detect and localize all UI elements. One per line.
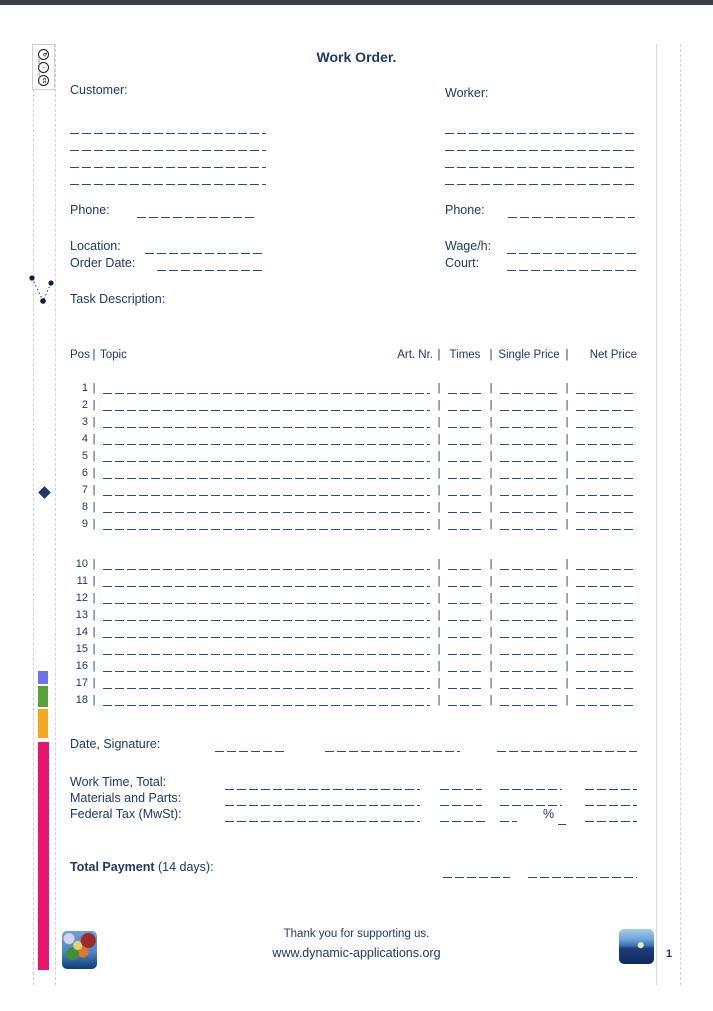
- column-separator: |: [489, 626, 493, 638]
- topic-blank: [103, 467, 430, 479]
- topic-blank: [103, 558, 430, 570]
- court-label: Court:: [445, 256, 480, 270]
- header-times: Times: [449, 349, 481, 361]
- column-separator: |: [437, 416, 441, 428]
- total-payment-blank-2: [528, 866, 637, 878]
- color-bar-green: [38, 686, 48, 707]
- column-separator: |: [437, 382, 441, 394]
- times-blank: [448, 518, 482, 530]
- federal-tax-label: Federal Tax (MwSt):: [70, 807, 182, 821]
- column-separator: |: [437, 575, 441, 587]
- column-separator: |: [565, 643, 569, 655]
- column-separator: |: [489, 484, 493, 496]
- topic-blank: [103, 592, 430, 604]
- customer-blank-line: [70, 139, 266, 151]
- single-price-blank: [500, 626, 558, 638]
- single-price-blank: [500, 399, 558, 411]
- column-separator: |: [489, 450, 493, 462]
- column-separator: |: [437, 433, 441, 445]
- column-separator: |: [489, 518, 493, 530]
- right-page-edge: [656, 44, 657, 985]
- total-payment-strong: Total Payment: [70, 860, 155, 874]
- order-date-label: Order Date:: [70, 256, 136, 270]
- times-blank: [448, 677, 482, 689]
- table-row: [70, 479, 637, 496]
- column-separator: |: [489, 467, 493, 479]
- single-price-blank: [500, 660, 558, 672]
- column-separator: |: [489, 382, 493, 394]
- header-topic: Topic: [100, 349, 127, 361]
- date-blank: [215, 740, 285, 752]
- column-separator: |: [489, 694, 493, 706]
- wage-label: Wage/h:: [445, 239, 492, 253]
- table-row: [70, 621, 637, 638]
- column-separator: |: [565, 484, 569, 496]
- single-price-blank: [500, 501, 558, 513]
- single-price-blank: [500, 416, 558, 428]
- table-row: [70, 377, 637, 394]
- single-price-blank: [500, 433, 558, 445]
- row-number: 12: [75, 592, 88, 604]
- column-separator: |: [489, 558, 493, 570]
- column-separator: |: [489, 575, 493, 587]
- customer-blank-line: [70, 156, 266, 168]
- table-rows-1-9: [70, 377, 637, 530]
- header-net-price: Net Price: [589, 349, 637, 361]
- single-price-blank: [500, 609, 558, 621]
- left-margin-guide-inner: [55, 44, 56, 985]
- work-time-label: Work Time, Total:: [70, 775, 167, 789]
- topic-blank: [103, 694, 430, 706]
- topic-blank: [103, 382, 430, 394]
- column-separator: |: [437, 484, 441, 496]
- single-price-blank: [500, 484, 558, 496]
- worker-blank-line: [445, 122, 637, 134]
- times-blank: [448, 558, 482, 570]
- table-row: [70, 411, 637, 428]
- column-separator: |: [437, 467, 441, 479]
- column-separator: |: [92, 592, 96, 604]
- cc-logo-icon: cc: [38, 75, 49, 86]
- cc-by-icon: ↓: [38, 62, 49, 73]
- worker-label: Worker:: [445, 86, 489, 100]
- table-row: [70, 689, 637, 706]
- column-separator: |: [92, 382, 96, 394]
- header-art-nr: Art. Nr.: [397, 349, 433, 361]
- table-rows-10-18: [70, 553, 637, 706]
- net-price-blank: [576, 382, 634, 394]
- row-number: 18: [75, 694, 88, 706]
- column-separator: |: [437, 660, 441, 672]
- net-price-blank: [576, 575, 634, 587]
- row-number: 2: [81, 399, 88, 411]
- column-separator: |: [92, 660, 96, 672]
- net-price-blank: [576, 433, 634, 445]
- column-separator: |: [565, 592, 569, 604]
- row-number: 5: [81, 450, 88, 462]
- dotted-nodes-graphic: [27, 272, 57, 310]
- ocean-image: [619, 929, 654, 964]
- court-blank: [507, 259, 637, 271]
- column-separator: |: [437, 609, 441, 621]
- column-separator: |: [92, 399, 96, 411]
- table-header: [70, 344, 637, 361]
- materials-net-blank: [585, 794, 637, 806]
- row-number: 6: [81, 467, 88, 479]
- column-separator: |: [565, 433, 569, 445]
- materials-price-blank: [500, 794, 562, 806]
- times-blank: [448, 660, 482, 672]
- wage-blank: [507, 242, 637, 254]
- table-row: [70, 445, 637, 462]
- row-number: 8: [81, 501, 88, 513]
- column-separator: |: [489, 592, 493, 604]
- topic-blank: [103, 433, 430, 445]
- column-separator: |: [565, 558, 569, 570]
- single-price-blank: [500, 643, 558, 655]
- color-bar-orange: [38, 709, 48, 738]
- table-row: [70, 672, 637, 689]
- signature-blank: [325, 740, 460, 752]
- table-row: [70, 604, 637, 621]
- single-price-blank: [500, 467, 558, 479]
- column-separator: |: [565, 501, 569, 513]
- net-price-blank: [576, 467, 634, 479]
- net-price-blank: [576, 660, 634, 672]
- cc-sa-icon: ↻: [38, 49, 49, 60]
- column-separator: |: [437, 450, 441, 462]
- net-price-blank: [576, 677, 634, 689]
- single-price-blank: [500, 694, 558, 706]
- footer-thanks: Thank you for supporting us.: [283, 928, 430, 940]
- color-bar-blue: [38, 671, 48, 684]
- work-time-price-blank: [500, 778, 562, 790]
- column-separator: |: [92, 626, 96, 638]
- topic-blank: [103, 501, 430, 513]
- column-separator: |: [565, 382, 569, 394]
- page-title: Work Order.: [316, 49, 397, 65]
- net-price-blank: [576, 558, 634, 570]
- single-price-blank: [500, 518, 558, 530]
- net-price-blank: [576, 484, 634, 496]
- times-blank: [448, 643, 482, 655]
- column-separator: |: [489, 660, 493, 672]
- topic-blank: [103, 575, 430, 587]
- column-separator: |: [437, 694, 441, 706]
- times-blank: [448, 484, 482, 496]
- column-separator: |: [565, 450, 569, 462]
- materials-desc-blank: [225, 794, 420, 806]
- column-separator: |: [437, 501, 441, 513]
- row-number: 10: [75, 558, 88, 570]
- column-separator: |: [92, 558, 96, 570]
- row-number: 11: [76, 575, 88, 587]
- column-separator: |: [92, 501, 96, 513]
- customer-label: Customer:: [70, 83, 128, 97]
- column-separator: |: [437, 558, 441, 570]
- net-price-blank: [576, 643, 634, 655]
- column-separator: |: [565, 694, 569, 706]
- column-separator: |: [565, 609, 569, 621]
- table-row: [70, 394, 637, 411]
- column-separator: |: [489, 416, 493, 428]
- net-price-blank: [576, 626, 634, 638]
- right-margin-guide: [680, 44, 681, 985]
- column-separator: |: [437, 399, 441, 411]
- topic-blank: [103, 609, 430, 621]
- row-number: 13: [75, 609, 88, 621]
- net-price-blank: [576, 518, 634, 530]
- column-separator: |: [92, 575, 96, 587]
- times-blank: [448, 609, 482, 621]
- single-price-blank: [500, 558, 558, 570]
- customer-phone-label: Phone:: [70, 203, 110, 217]
- column-separator: |: [565, 575, 569, 587]
- times-blank: [448, 626, 482, 638]
- column-separator: |: [437, 677, 441, 689]
- column-separator: |: [92, 450, 96, 462]
- federal-tax-net-blank: [585, 810, 637, 822]
- diamond-marker: [38, 486, 51, 499]
- materials-label: Materials and Parts:: [70, 791, 182, 805]
- column-separator: |: [92, 433, 96, 445]
- header-single-price: Single Price: [498, 349, 560, 361]
- net-price-blank: [576, 592, 634, 604]
- net-price-blank: [576, 399, 634, 411]
- column-separator: |: [92, 609, 96, 621]
- location-blank: [145, 242, 263, 254]
- column-separator: |: [92, 677, 96, 689]
- table-row: [70, 428, 637, 445]
- table-row: [70, 513, 637, 530]
- net-price-blank: [576, 694, 634, 706]
- table-row: [70, 638, 637, 655]
- column-separator: |: [489, 643, 493, 655]
- net-price-blank: [576, 501, 634, 513]
- row-number: 7: [81, 484, 88, 496]
- times-blank: [448, 433, 482, 445]
- table-row: [70, 587, 637, 604]
- column-separator: |: [565, 626, 569, 638]
- table-row: [70, 655, 637, 672]
- date-signature-label: Date, Signature:: [70, 737, 161, 751]
- worker-blank-line: [445, 139, 637, 151]
- single-price-blank: [500, 677, 558, 689]
- left-margin-guide: [33, 44, 34, 985]
- topic-blank: [103, 450, 430, 462]
- federal-tax-times-blank: [440, 810, 485, 822]
- column-separator: |: [437, 518, 441, 530]
- net-price-blank: [576, 416, 634, 428]
- times-blank: [448, 467, 482, 479]
- row-number: 3: [81, 416, 88, 428]
- column-separator: |: [92, 484, 96, 496]
- row-number: 1: [81, 382, 88, 394]
- column-separator: |: [92, 416, 96, 428]
- federal-tax-desc-blank: [225, 810, 420, 822]
- times-blank: [448, 592, 482, 604]
- column-separator: |: [489, 501, 493, 513]
- work-time-net-blank: [585, 778, 637, 790]
- single-price-blank: [500, 592, 558, 604]
- single-price-blank: [500, 575, 558, 587]
- total-payment-blank-1: [443, 866, 510, 878]
- column-separator: |: [489, 399, 493, 411]
- column-separator: |: [565, 467, 569, 479]
- table-row: [70, 570, 637, 587]
- row-number: 15: [75, 643, 88, 655]
- customer-blank-line: [70, 173, 266, 185]
- work-time-desc-blank: [225, 778, 420, 790]
- column-separator: |: [489, 677, 493, 689]
- worker-phone-blank: [508, 206, 635, 218]
- europe-map-image: [62, 931, 97, 969]
- total-payment-rest: (14 days):: [154, 860, 214, 874]
- column-separator: |: [437, 592, 441, 604]
- topic-blank: [103, 626, 430, 638]
- row-number: 16: [75, 660, 88, 672]
- column-separator: |: [92, 467, 96, 479]
- table-row: [70, 553, 637, 570]
- column-separator: |: [92, 694, 96, 706]
- customer-blank-line: [70, 122, 266, 134]
- times-blank: [448, 450, 482, 462]
- work-time-times-blank: [440, 778, 482, 790]
- column-separator: |: [565, 399, 569, 411]
- total-payment-label: [70, 860, 214, 874]
- federal-tax-rate-blank: [500, 810, 517, 822]
- header-pos: Pos: [70, 349, 90, 361]
- topic-blank: [103, 416, 430, 428]
- row-number: 14: [75, 626, 88, 638]
- percent-sign: %: [543, 807, 555, 821]
- column-separator: |: [92, 518, 96, 530]
- order-date-blank: [157, 259, 265, 271]
- row-number: 17: [75, 677, 88, 689]
- worker-blank-line: [445, 173, 637, 185]
- footer-website: www.dynamic-applications.org: [272, 946, 441, 960]
- column-separator: |: [92, 643, 96, 655]
- worker-phone-label: Phone:: [445, 203, 485, 217]
- column-separator: |: [565, 677, 569, 689]
- times-blank: [448, 694, 482, 706]
- times-blank: [448, 501, 482, 513]
- single-price-blank: [500, 382, 558, 394]
- column-separator: |: [565, 518, 569, 530]
- column-separator: |: [489, 609, 493, 621]
- table-row: [70, 496, 637, 513]
- topic-blank: [103, 643, 430, 655]
- column-separator: |: [565, 416, 569, 428]
- topic-blank: [103, 660, 430, 672]
- column-separator: |: [92, 349, 96, 361]
- topic-blank: [103, 484, 430, 496]
- times-blank: [448, 416, 482, 428]
- topic-blank: [103, 399, 430, 411]
- net-price-blank: [576, 450, 634, 462]
- row-number: 9: [81, 518, 88, 530]
- times-blank: [448, 575, 482, 587]
- column-separator: |: [565, 349, 569, 361]
- row-number: 4: [81, 433, 88, 445]
- customer-phone-blank: [137, 206, 255, 218]
- signature-blank-2: [497, 740, 637, 752]
- column-separator: |: [489, 433, 493, 445]
- single-price-blank: [500, 450, 558, 462]
- topic-blank: [103, 677, 430, 689]
- page-number: 1: [665, 948, 673, 960]
- column-separator: |: [437, 626, 441, 638]
- materials-times-blank: [440, 794, 482, 806]
- column-separator: |: [565, 660, 569, 672]
- times-blank: [448, 382, 482, 394]
- net-price-blank: [576, 609, 634, 621]
- window-top-edge: [0, 0, 713, 5]
- column-separator: |: [437, 643, 441, 655]
- times-blank: [448, 399, 482, 411]
- task-description-label: Task Description:: [70, 292, 166, 306]
- cc-badge-text: creative commons: [36, 55, 41, 85]
- column-separator: |: [489, 349, 493, 361]
- worker-blank-line: [445, 156, 637, 168]
- column-separator: |: [437, 349, 441, 361]
- location-label: Location:: [70, 239, 121, 253]
- topic-blank: [103, 518, 430, 530]
- table-row: [70, 462, 637, 479]
- percent-blank: [558, 813, 566, 825]
